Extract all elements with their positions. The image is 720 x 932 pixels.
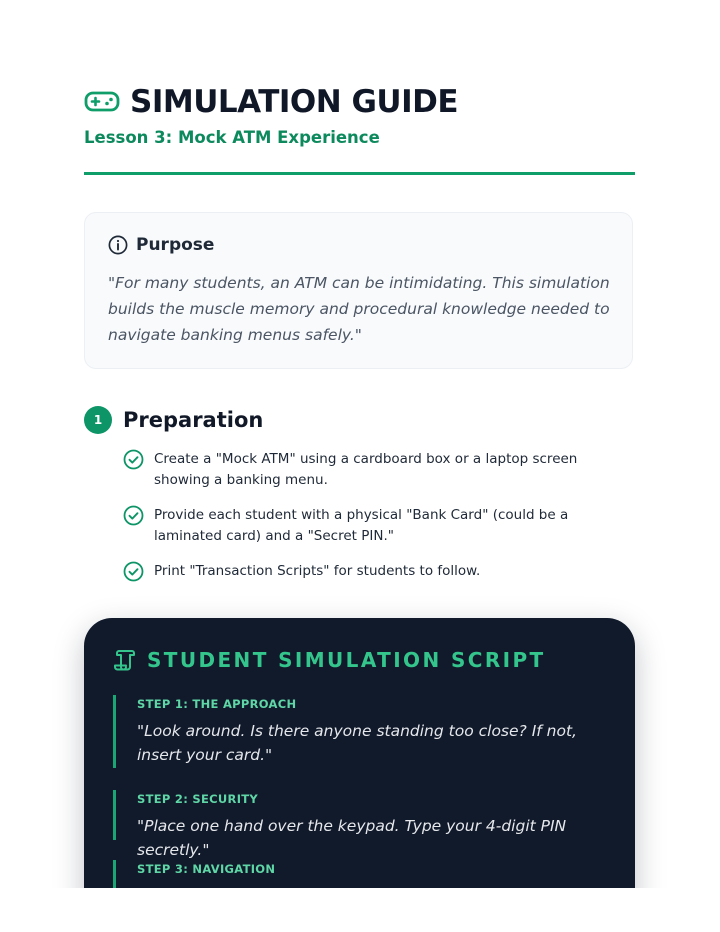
purpose-header	[108, 235, 214, 255]
title-row	[84, 84, 458, 120]
preparation-title: Preparation	[123, 408, 264, 432]
purpose-quote: "For many students, an ATM can be intimidating. This simulation builds the muscle memory and procedural knowledge needed to navigate banking menus safely."	[108, 274, 610, 344]
checklist-item	[123, 505, 623, 547]
scroll-icon	[114, 648, 136, 672]
purpose-title: Purpose	[136, 235, 215, 255]
script-header	[114, 648, 546, 672]
step-label: STEP 3: NAVIGATION	[137, 862, 276, 876]
header-divider	[84, 172, 635, 175]
preparation-header	[84, 406, 263, 434]
check-circle-icon	[123, 561, 144, 582]
script-step	[113, 790, 597, 859]
check-circle-icon	[123, 505, 144, 526]
script-title: STUDENT SIMULATION SCRIPT	[147, 648, 546, 672]
checklist-item-text: Print "Transaction Scripts" for students to follow.	[154, 563, 481, 579]
lesson-subtitle: Lesson 3: Mock ATM Experience	[84, 128, 380, 147]
step-label: STEP 2: SECURITY	[137, 792, 259, 806]
check-circle-icon	[123, 449, 144, 470]
page-title: SIMULATION GUIDE	[130, 84, 459, 120]
page-bottom-margin	[0, 888, 720, 932]
gamepad-icon	[84, 87, 120, 117]
preparation-checklist	[123, 449, 623, 596]
step-number-badge: 1	[84, 406, 112, 434]
student-script-card	[84, 618, 635, 908]
checklist-item	[123, 561, 623, 582]
checklist-item-text: Create a "Mock ATM" using a cardboard box or a laptop screen showing a banking menu.	[154, 451, 578, 488]
step-label: STEP 1: THE APPROACH	[137, 697, 297, 711]
step-text: "Look around. Is there anyone standing too close? If not, insert your card."	[137, 722, 577, 764]
script-step	[113, 695, 597, 768]
checklist-item	[123, 449, 623, 491]
info-icon	[108, 235, 128, 255]
purpose-card	[84, 212, 633, 369]
checklist-item-text: Provide each student with a physical "Bank Card" (could be a laminated card) and a "Secret PIN."	[154, 507, 569, 544]
step-text: "Place one hand over the keypad. Type your 4-digit PIN secretly."	[137, 817, 567, 859]
